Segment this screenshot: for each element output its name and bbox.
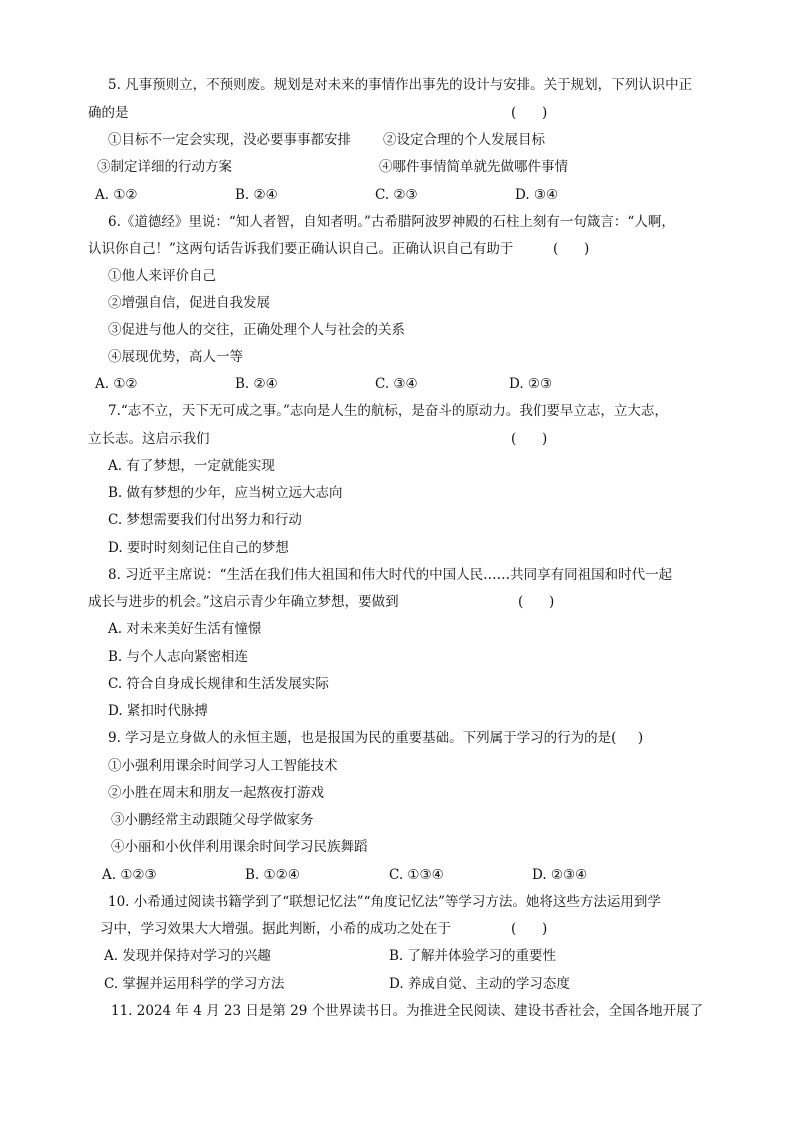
q10-option-a: A. 发现并保持对学习的兴趣 — [104, 948, 271, 964]
q8-stem-line-2: 成长与进步的机会。”这启示青少年确立梦想，要做到 — [88, 594, 399, 610]
q7-stem-line-1: 7.“志不立，天下无可成之事。”志向是人生的航标，是奋斗的原动力。我们要早立志，立大志， — [108, 403, 668, 419]
q8-option-a: A. 对未来美好生活有憧憬 — [108, 621, 262, 637]
q10-option-d: D. 养成自觉、主动的学习态度 — [389, 976, 570, 992]
q10-stem-line-1: 10. 小希通过阅读书籍学到了“联想记忆法”“角度记忆法”等学习方法。她将这些方法运用到学 — [108, 894, 661, 910]
q6-stem-line-1: 6.《道德经》里说：“知人者智，自知者明。”古希腊阿波罗神殿的石柱上刻有一句箴言：“人啊， — [108, 214, 675, 230]
q10-answer-paren: ( ) — [511, 921, 548, 937]
q5-answer-paren: ( ) — [511, 105, 548, 121]
q10-stem-line-2: 习中，学习效果大大增强。据此判断，小希的成功之处在于 — [100, 921, 451, 937]
q5-option-d: D. ③④ — [515, 187, 559, 203]
q5-option-b: B. ②④ — [235, 187, 278, 203]
q8-option-c: C. 符合自身成长规律和生活发展实际 — [108, 676, 329, 692]
q10-option-c: C. 掌握并运用科学的学习方法 — [104, 976, 285, 992]
q9-statement-3: ③小鹏经常主动跟随父母学做家务 — [111, 812, 314, 828]
q8-option-b: B. 与个人志向紧密相连 — [108, 649, 249, 665]
q5-statement-3: ③制定详细的行动方案 — [97, 159, 232, 175]
q7-option-a: A. 有了梦想，一定就能实现 — [108, 458, 275, 474]
q6-statement-2: ②增强自信，促进自我发展 — [108, 295, 270, 311]
q7-answer-paren: ( ) — [511, 431, 548, 447]
q7-option-d: D. 要时时刻刻记住自己的梦想 — [108, 540, 289, 556]
q5-statement-4: ④哪件事情简单就先做哪件事情 — [379, 159, 568, 175]
q6-option-a: A. ①② — [95, 376, 138, 392]
q6-option-c: C. ③④ — [375, 376, 418, 392]
q5-stem-line-2: 确的是 — [88, 105, 129, 121]
q9-option-c: C. ①③④ — [389, 867, 444, 883]
q9-statement-4: ④小丽和小伙伴利用课余时间学习民族舞蹈 — [111, 839, 368, 855]
q6-statement-1: ①他人来评价自己 — [108, 268, 216, 284]
q6-option-b: B. ②④ — [235, 376, 278, 392]
q8-stem-line-1: 8. 习近平主席说：“生活在我们伟大祖国和伟大时代的中国人民……共同享有同祖国和时代一起 — [108, 567, 673, 583]
q5-option-a: A. ①② — [95, 187, 138, 203]
q6-stem-line-2: 认识你自己！”这两句话告诉我们要正确认识自己。正确认识自己有助于 — [88, 241, 514, 257]
q8-answer-paren: ( ) — [518, 594, 555, 610]
q5-stem-line-1: 5. 凡事预则立，不预则废。规划是对未来的事情作出事先的设计与安排。关于规划，下列认识中正 — [108, 77, 693, 93]
q9-statement-2: ②小胜在周末和朋友一起熬夜打游戏 — [108, 785, 324, 801]
q7-stem-line-2: 立长志。这启示我们 — [88, 431, 210, 447]
q9-option-a: A. ①②③ — [102, 867, 157, 883]
q11-stem-line-1: 11. 2024 年 4 月 23 日是第 29 个世界读书日。为推进全民阅读、建设书香社会，全国各地开展了 — [111, 1003, 704, 1019]
q9-option-b: B. ①②④ — [245, 867, 300, 883]
q6-statement-4: ④展现优势，高人一等 — [108, 349, 243, 365]
q8-option-d: D. 紧扣时代脉搏 — [108, 703, 208, 719]
q10-option-b: B. 了解并体验学习的重要性 — [389, 948, 557, 964]
q6-option-d: D. ②③ — [509, 376, 553, 392]
q5-option-c: C. ②③ — [375, 187, 418, 203]
q6-statement-3: ③促进与他人的交往，正确处理个人与社会的关系 — [108, 322, 405, 338]
q7-option-c: C. 梦想需要我们付出努力和行动 — [108, 512, 302, 528]
q5-statement-2: ②设定合理的个人发展目标 — [383, 132, 545, 148]
q7-option-b: B. 做有梦想的少年，应当树立远大志向 — [108, 485, 343, 501]
q9-statement-1: ①小强利用课余时间学习人工智能技术 — [108, 758, 338, 774]
q9-stem-line-1: 9. 学习是立身做人的永恒主题，也是报国为民的重要基础。下列属于学习的行为的是( ) — [108, 730, 644, 746]
q9-option-d: D. ②③④ — [532, 867, 588, 883]
q5-statement-1: ①目标不一定会实现，没必要事事都安排 — [108, 132, 351, 148]
q6-answer-paren: ( ) — [553, 241, 590, 257]
